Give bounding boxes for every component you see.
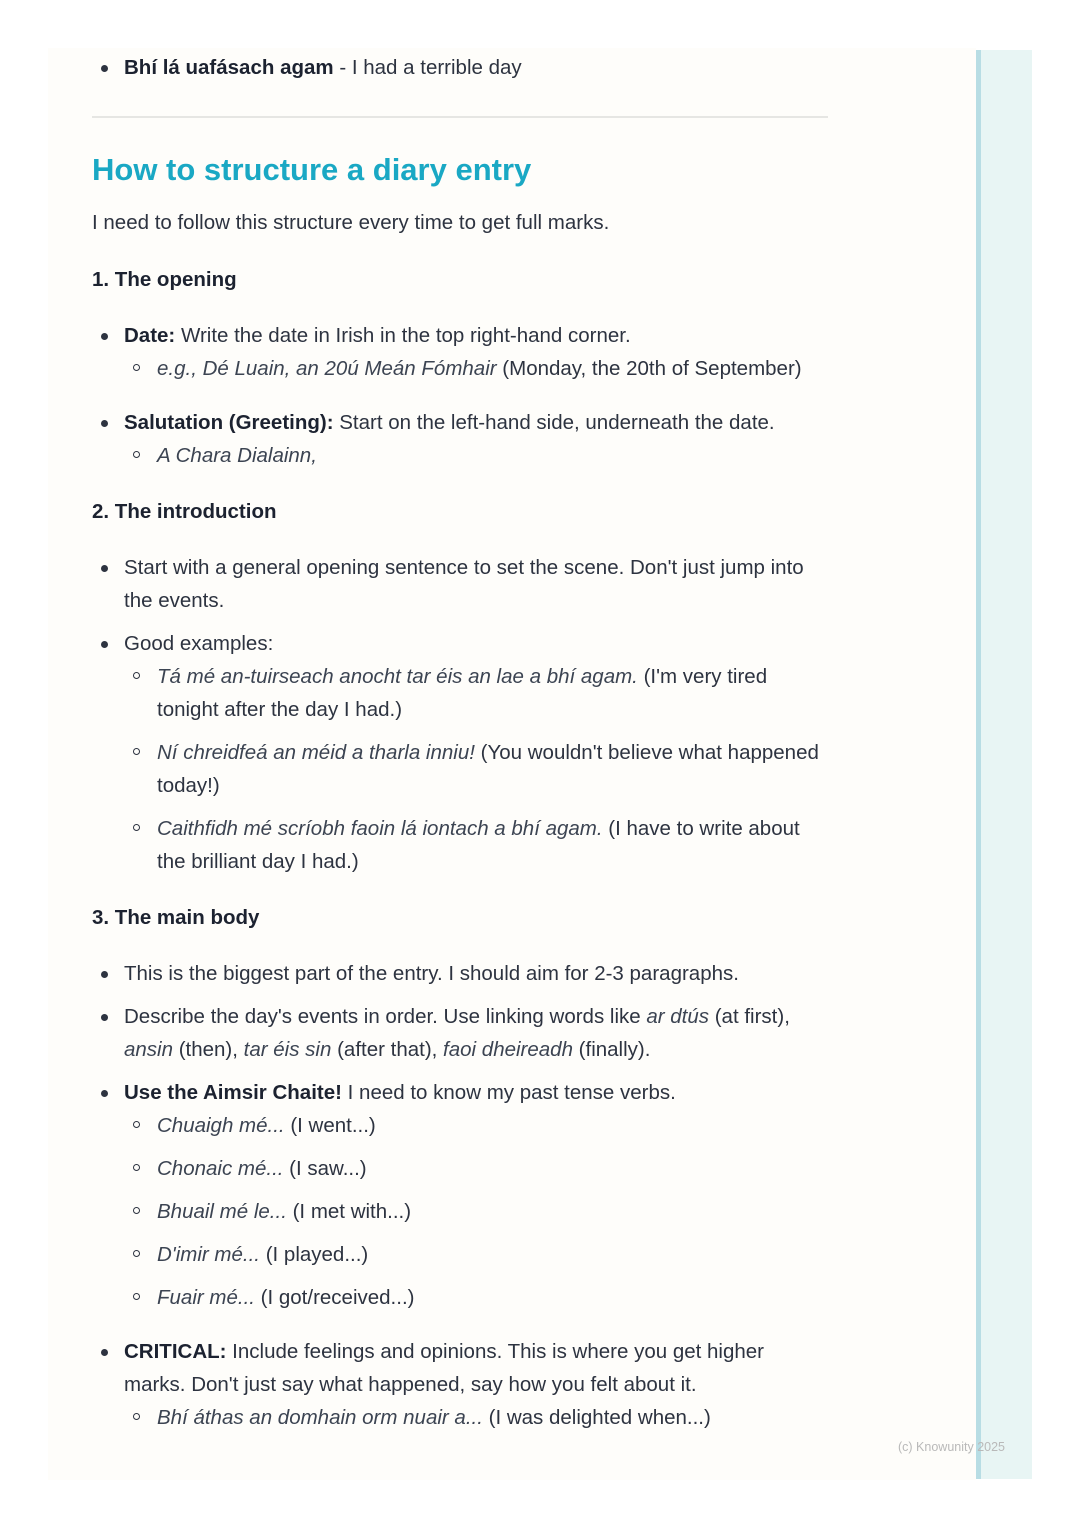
text-run: (after that), — [331, 1038, 444, 1061]
list-item — [124, 736, 828, 802]
list-item — [124, 1281, 828, 1314]
section-divider — [92, 116, 828, 118]
text-run: (finally). — [572, 1038, 651, 1061]
linking-word: faoi dheireadh — [443, 1038, 573, 1061]
phrase-bold: Bhí lá uafásach agam — [124, 56, 334, 79]
date-instruction: Write the date in Irish in the top right-hand corner. — [175, 324, 631, 347]
section-title-main-body: 3. The main body — [92, 906, 260, 929]
list-item — [124, 812, 828, 878]
section-title-opening: 1. The opening — [92, 268, 237, 291]
past-tense-instruction: I need to know my past tense verbs. — [341, 1081, 676, 1104]
list-item: Start with a general opening sentence to set the scene. Don't just jump into the events. — [92, 551, 828, 617]
label-past-tense: Use the Aimsir Chaite! — [124, 1081, 342, 1104]
label-date: Date: — [124, 324, 176, 347]
list-item: This is the biggest part of the entry. I should aim for 2-3 paragraphs. — [92, 957, 828, 990]
list-item — [124, 1109, 828, 1142]
example-irish: Tá mé an-tuirseach anocht tar éis an lae a bhí agam. — [157, 665, 638, 688]
copyright-watermark: (c) Knowunity 2025 — [898, 1440, 1006, 1454]
example-irish: Ní chreidfeá an méid a tharla inniu! — [157, 741, 475, 764]
list-item — [124, 1401, 828, 1434]
verb-list — [124, 1109, 828, 1314]
list-item — [124, 1238, 828, 1271]
example-english: (Monday, the 20th of September) — [496, 357, 802, 380]
list-item-linking-words — [92, 1000, 828, 1066]
top-bullet-list — [92, 51, 828, 84]
list-item — [124, 439, 828, 472]
label-critical: CRITICAL: — [124, 1340, 227, 1363]
list-item-salutation — [92, 406, 828, 472]
list-item-good-examples — [92, 627, 828, 878]
example-irish: Bhí áthas an domhain orm nuair a... — [157, 1406, 483, 1429]
intro-paragraph: I need to follow this structure every time to get full marks. — [92, 211, 610, 234]
critical-instruction: Include feelings and opinions. This is where you get higher marks. Don't just say what happened, say how you felt about it. — [124, 1340, 764, 1396]
verb-english: (I got/received...) — [254, 1286, 415, 1309]
verb-english: (I met with...) — [286, 1200, 412, 1223]
list-item — [124, 660, 828, 726]
example-english: (You wouldn't believe what happened today!) — [157, 741, 819, 797]
linking-word: ansin — [124, 1038, 174, 1061]
label-salutation: Salutation (Greeting): — [124, 411, 334, 434]
list-item — [124, 352, 828, 385]
salutation-example-list — [124, 439, 828, 472]
verb-irish: Bhuail mé le... — [157, 1200, 287, 1223]
verb-irish: D'imir mé... — [157, 1243, 260, 1266]
verb-irish: Chonaic mé... — [157, 1157, 284, 1180]
example-english: (I was delighted when...) — [482, 1406, 711, 1429]
verb-english: (I went...) — [284, 1114, 376, 1137]
document-content — [92, 48, 828, 1434]
example-irish: A Chara Dialainn, — [157, 444, 317, 467]
list-item-critical — [92, 1335, 828, 1434]
right-margin-panel — [976, 50, 1032, 1479]
text-run: (then), — [173, 1038, 244, 1061]
verb-english: (I saw...) — [283, 1157, 367, 1180]
list-item-past-tense — [92, 1076, 828, 1314]
page-heading: How to structure a diary entry — [92, 152, 532, 187]
right-margin-line — [976, 50, 981, 1479]
text-run: (at first), — [709, 1005, 790, 1028]
text-run: Describe the day's events in order. Use linking words like — [124, 1005, 647, 1028]
verb-english: (I played...) — [260, 1243, 369, 1266]
salutation-instruction: Start on the left-hand side, underneath the date. — [333, 411, 775, 434]
feelings-example-list — [124, 1401, 828, 1434]
good-examples-label: Good examples: — [124, 632, 274, 655]
introduction-example-list — [124, 660, 828, 878]
date-example-list — [124, 352, 828, 385]
list-item — [124, 1195, 828, 1228]
example-irish: Caithfidh mé scríobh faoin lá iontach a bhí agam. — [157, 817, 603, 840]
linking-word: tar éis sin — [243, 1038, 332, 1061]
example-english: (I have to write about the brilliant day I had.) — [157, 817, 800, 873]
verb-irish: Chuaigh mé... — [157, 1114, 285, 1137]
opening-list — [92, 319, 828, 472]
list-item — [124, 1152, 828, 1185]
list-item-date — [92, 319, 828, 385]
main-body-list — [92, 957, 828, 1434]
verb-irish: Fuair mé... — [157, 1286, 255, 1309]
section-title-introduction: 2. The introduction — [92, 500, 277, 523]
list-item — [92, 51, 828, 84]
introduction-list — [92, 551, 828, 878]
phrase-translation: - I had a terrible day — [333, 56, 522, 79]
example-irish: e.g., Dé Luain, an 20ú Meán Fómhair — [157, 357, 497, 380]
linking-word: ar dtús — [646, 1005, 710, 1028]
example-english: (I'm very tired tonight after the day I had.) — [157, 665, 768, 721]
